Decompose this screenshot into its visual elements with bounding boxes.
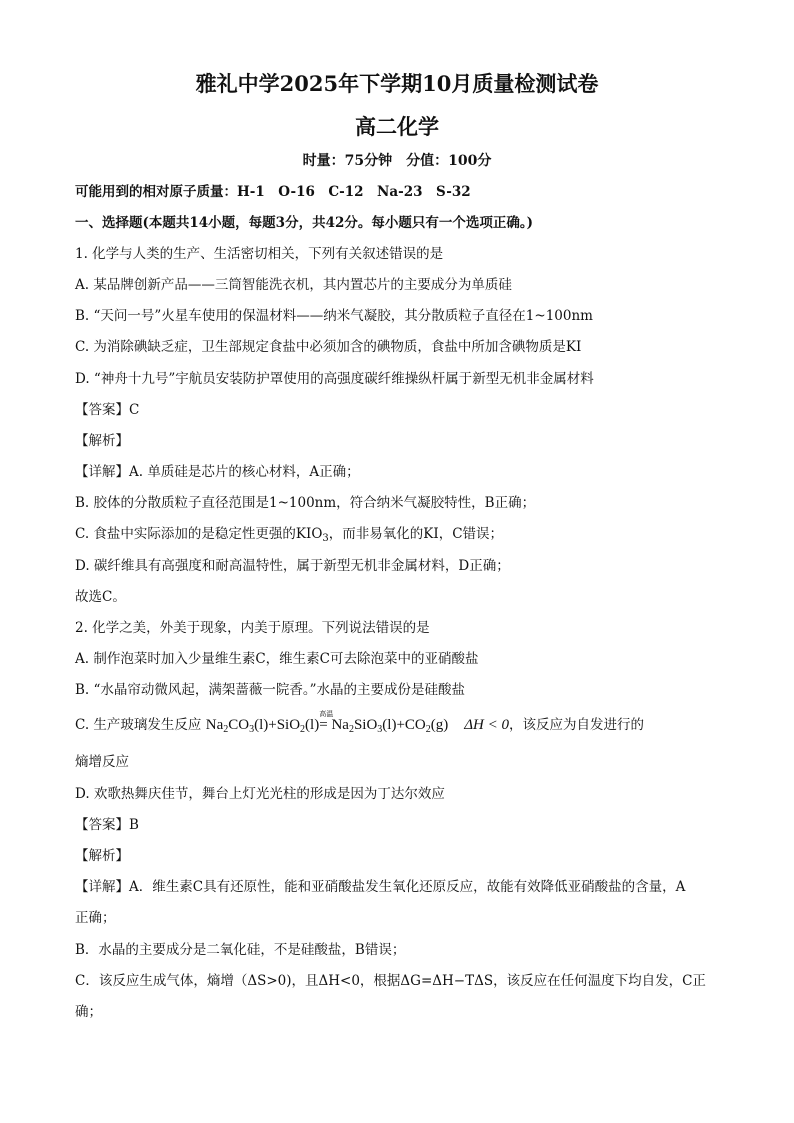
q1-detail-a: 【详解】A. 单质硅是芯片的核心材料，A正确； [75, 464, 360, 480]
subject-title: 高二化学 [355, 114, 439, 139]
q1-analysis-label: 【解析】 [75, 433, 129, 449]
q2-answer: 【答案】B [75, 817, 139, 833]
q2-analysis-label: 【解析】 [75, 848, 129, 864]
glass-reaction-equation: $Na_2CO_3(l)+SiO_2(l)$ 高温 = $Na_2SiO_3(l)+CO_2(g)$ [206, 717, 449, 733]
exam-title: 雅礼中学2025年下学期10月质量检测试卷 [195, 71, 599, 96]
q1-option-b: B. “天问一号”火星车使用的保温材料——纳米气凝胶，其分散质粒子直径在1~100nm [75, 308, 593, 324]
time-score-line: 时量：75分钟 分值：100分 [302, 153, 492, 169]
q1-detail-d: D. 碳纤维具有高强度和耐高温特性，属于新型无机非金属材料，D正确； [75, 558, 510, 574]
q1-option-c: C. 为消除碘缺乏症，卫生部规定食盐中必须加含的碘物质，食盐中所加含碘物质是KI [75, 339, 582, 355]
q1-stem: 1. 化学与人类的生产、生活密切相关，下列有关叙述错误的是 [75, 246, 444, 262]
reaction-condition: 高温 [319, 710, 334, 718]
q1-detail-b: B. 胶体的分散质粒子直径范围是1~100nm，符合纳米气凝胶特性，B正确； [75, 495, 536, 511]
q1-detail-c: C. 食盐中实际添加的是稳定性更强的$KIO_3$，而非易氧化的KI，C错误； [75, 526, 504, 544]
q2-detail-a: 【详解】A．维生素C具有还原性，能和亚硝酸盐发生氧化还原反应，故能有效降低亚硝酸盐的含量，A [75, 879, 686, 895]
q1-option-a: A. 某品牌创新产品——三筒智能洗衣机，其内置芯片的主要成分为单质硅 [75, 277, 512, 293]
q2-option-d: D. 欢歌热舞庆佳节，舞台上灯光光柱的形成是因为丁达尔效应 [75, 786, 445, 802]
q2-detail-c-cont: 确； [75, 1004, 102, 1020]
q2-stem: 2. 化学之美，外美于现象，内美于原理。下列说法错误的是 [75, 620, 430, 636]
q2-detail-c: C．该反应生成气体，熵增（ΔS>0)，且ΔH<0，根据ΔG=ΔH−TΔS，该反应在任何温度下均自发，C正 [75, 973, 706, 989]
atomic-masses: 可能用到的相对原子质量：H-1 O-16 C-12 Na-23 S-32 [75, 184, 471, 200]
q2-option-c-cont: 熵增反应 [75, 754, 129, 770]
q2-option-b: B. “水晶帘动微风起，满架蔷薇一院香。”水晶的主要成份是硅酸盐 [75, 682, 466, 698]
q2-option-c: C. 生产玻璃发生反应 $Na_2CO_3(l)+SiO_2(l)$ 高温 = $Na_2SiO_3(l)+CO_2(g) \Delta H < 0$，该反应为自发进行的 [75, 716, 644, 739]
q1-option-d: D. “神舟十九号”宇航员安装防护罩使用的高强度碳纤维操纵杆属于新型无机非金属材料 [75, 371, 594, 387]
q2-detail-b: B．水晶的主要成分是二氧化硅，不是硅酸盐，B错误； [75, 942, 406, 958]
q1-answer: 【答案】C [75, 402, 140, 418]
q1-conclusion: 故选C。 [75, 589, 126, 605]
q2-detail-a-cont: 正确； [75, 910, 116, 926]
q2-option-a: A. 制作泡菜时加入少量维生素C，维生素C可去除泡菜中的亚硝酸盐 [75, 651, 479, 667]
section-title: 一、选择题(本题共14小题，每题3分，共42分。每小题只有一个选项正确。) [75, 215, 533, 231]
